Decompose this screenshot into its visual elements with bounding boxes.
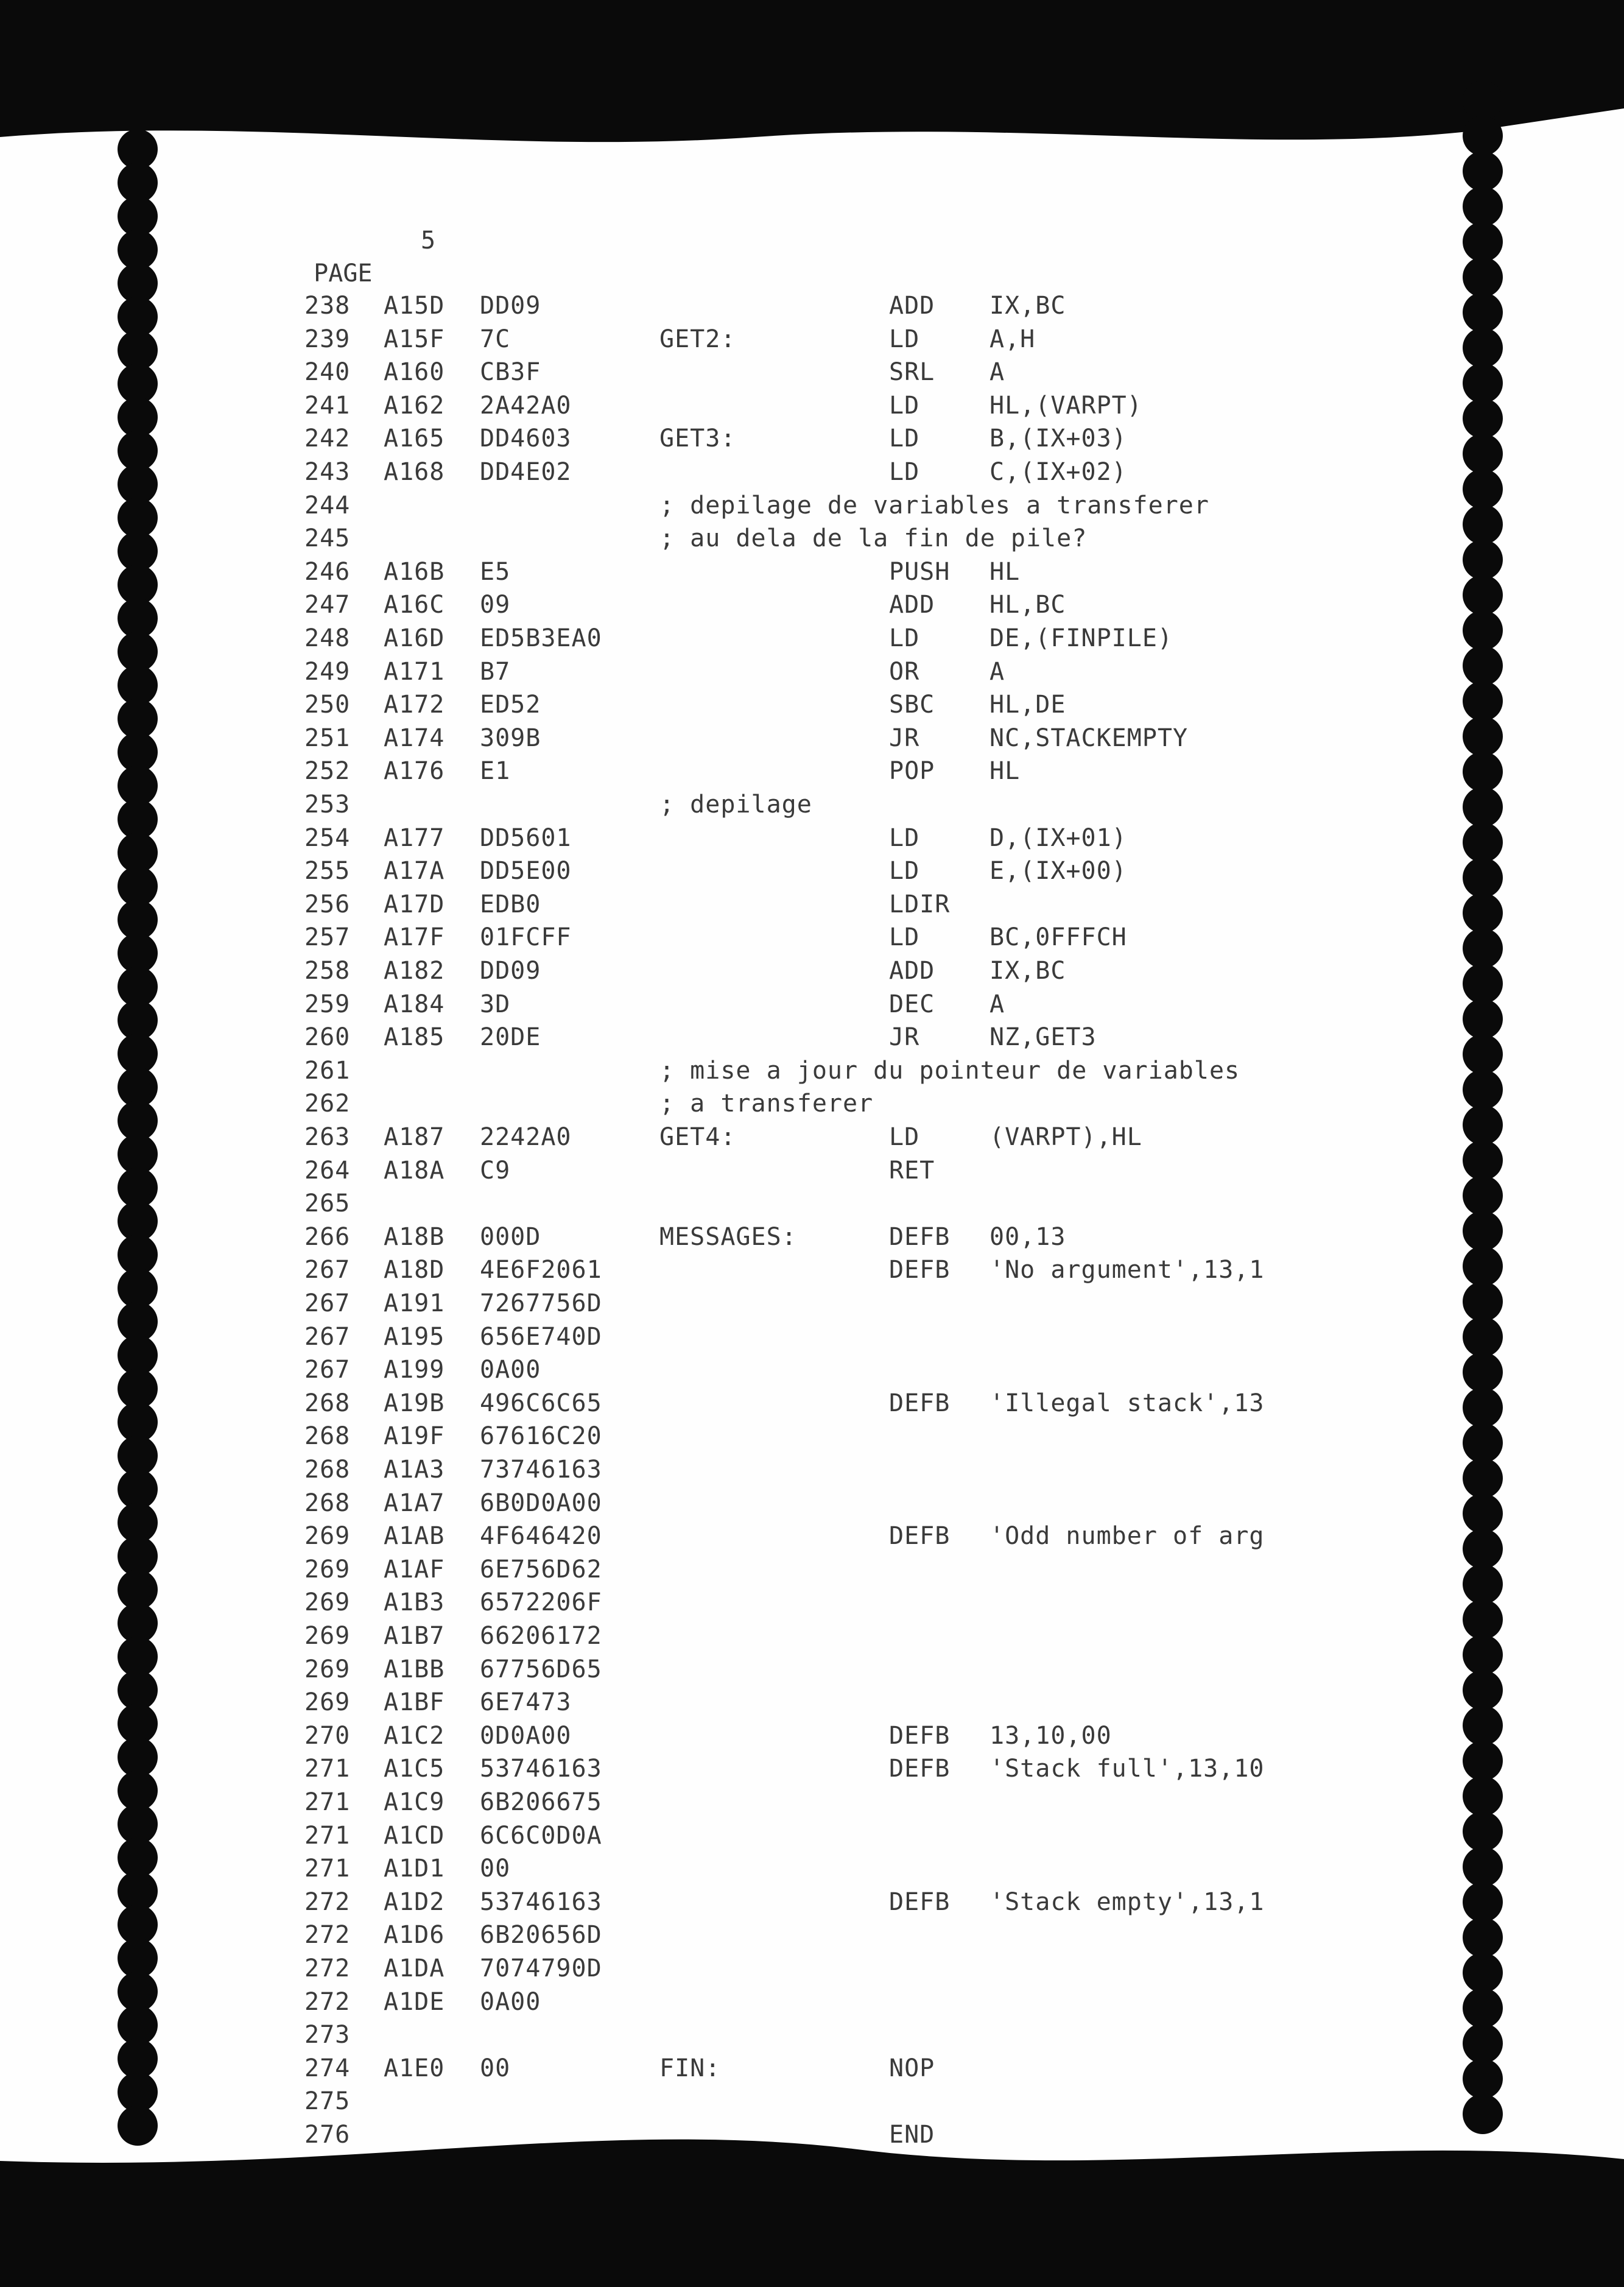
- listing-line: [0, 1786, 1461, 1819]
- operand: B,(IX+03): [990, 425, 1127, 453]
- address: A177: [384, 823, 445, 852]
- object-code: CB3F: [480, 358, 541, 387]
- listing-line: [0, 489, 1461, 522]
- listing-line: [0, 988, 1461, 1021]
- line-number: 246: [304, 557, 351, 586]
- listing-line: [0, 289, 1461, 322]
- address: A195: [384, 1322, 445, 1351]
- comment: ; au dela de la fin de pile?: [659, 524, 1088, 553]
- line-number: 261: [304, 1056, 351, 1085]
- object-code: 53746163: [480, 1755, 602, 1783]
- label: GET4:: [659, 1123, 736, 1151]
- address: A199: [384, 1356, 445, 1384]
- mnemonic: DEFB: [889, 1721, 951, 1750]
- line-number: 254: [304, 823, 351, 852]
- line-number: 267: [304, 1289, 351, 1317]
- operand: IX,BC: [990, 292, 1066, 320]
- address: A1A7: [384, 1489, 445, 1517]
- address: A18A: [384, 1156, 445, 1185]
- address: A1BF: [384, 1688, 445, 1717]
- object-code: B7: [480, 657, 511, 686]
- line-number: 274: [304, 2054, 351, 2082]
- listing-line: [0, 1487, 1461, 1520]
- object-code: 73746163: [480, 1456, 602, 1484]
- mnemonic: LD: [889, 325, 920, 353]
- operand: 'Stack full',13,10: [990, 1755, 1265, 1783]
- line-number: 268: [304, 1489, 351, 1517]
- line-number: 269: [304, 1588, 351, 1617]
- listing-line: [0, 1353, 1461, 1386]
- mnemonic: SRL: [889, 358, 935, 387]
- address: A1DA: [384, 1954, 445, 1982]
- mnemonic: DEFB: [889, 1256, 951, 1284]
- mnemonic: DEFB: [889, 1755, 951, 1783]
- label: GET3:: [659, 425, 736, 453]
- listing-line: [0, 422, 1461, 455]
- mnemonic: ADD: [889, 957, 935, 985]
- line-number: 276: [304, 2121, 351, 2149]
- object-code: 00: [480, 1855, 511, 1883]
- line-number: 247: [304, 591, 351, 619]
- address: A1B3: [384, 1588, 445, 1617]
- mnemonic: DEC: [889, 990, 935, 1018]
- operand: D,(IX+01): [990, 823, 1127, 852]
- page-number: 5: [421, 227, 436, 255]
- line-number: 251: [304, 724, 351, 752]
- listing-line: [0, 1387, 1461, 1420]
- operand: HL,DE: [990, 691, 1066, 719]
- line-number: 267: [304, 1256, 351, 1284]
- object-code: 67616C20: [480, 1422, 602, 1451]
- listing-line: [0, 1553, 1461, 1586]
- object-code: 4E6F2061: [480, 1256, 602, 1284]
- listing-line: [0, 954, 1461, 987]
- operand: A: [990, 990, 1005, 1018]
- object-code: DD09: [480, 292, 541, 320]
- address: A17F: [384, 923, 445, 952]
- listing-line: [0, 1686, 1461, 1719]
- line-number: 272: [304, 1987, 351, 2016]
- operand: HL,(VARPT): [990, 391, 1142, 420]
- line-number: 243: [304, 458, 351, 486]
- line-number: 252: [304, 757, 351, 786]
- operand: A,H: [990, 325, 1036, 353]
- operand: 'Stack empty',13,1: [990, 1887, 1265, 1916]
- line-number: 263: [304, 1123, 351, 1151]
- line-number: 268: [304, 1456, 351, 1484]
- listing-line: [0, 1253, 1461, 1286]
- mnemonic: LD: [889, 391, 920, 420]
- address: A18B: [384, 1222, 445, 1251]
- address: A187: [384, 1123, 445, 1151]
- object-code: 000D: [480, 1222, 541, 1251]
- line-number: 268: [304, 1389, 351, 1417]
- listing-line: [0, 1054, 1461, 1087]
- object-code: DD09: [480, 957, 541, 985]
- object-code: 6572206F: [480, 1588, 602, 1617]
- object-code: 2242A0: [480, 1123, 572, 1151]
- comment: ; mise a jour du pointeur de variables: [659, 1056, 1240, 1085]
- listing-line: [0, 1320, 1461, 1353]
- object-code: 01FCFF: [480, 923, 572, 952]
- mnemonic: LD: [889, 857, 920, 886]
- line-number: 257: [304, 923, 351, 952]
- line-number: 253: [304, 791, 351, 819]
- line-number: 272: [304, 1887, 351, 1916]
- operand: 13,10,00: [990, 1721, 1112, 1750]
- address: A15F: [384, 325, 445, 353]
- object-code: DD5601: [480, 823, 572, 852]
- object-code: DD5E00: [480, 857, 572, 886]
- address: A1D2: [384, 1887, 445, 1916]
- address: A172: [384, 691, 445, 719]
- address: A1A3: [384, 1456, 445, 1484]
- operand: (VARPT),HL: [990, 1123, 1142, 1151]
- mnemonic: LD: [889, 425, 920, 453]
- object-code: 7267756D: [480, 1289, 602, 1317]
- operand: E,(IX+00): [990, 857, 1127, 886]
- line-number: 255: [304, 857, 351, 886]
- listing-line: [0, 456, 1461, 488]
- object-code: 7C: [480, 325, 511, 353]
- address: A1AB: [384, 1522, 445, 1551]
- object-code: 20DE: [480, 1023, 541, 1052]
- listing-line: [0, 1121, 1461, 1154]
- line-number: 258: [304, 957, 351, 985]
- line-number: 271: [304, 1755, 351, 1783]
- line-number: 273: [304, 2021, 351, 2049]
- line-number: 275: [304, 2087, 351, 2116]
- object-code: DD4603: [480, 425, 572, 453]
- address: A1C2: [384, 1721, 445, 1750]
- address: A1C5: [384, 1755, 445, 1783]
- listing-line: [0, 522, 1461, 555]
- label: GET2:: [659, 325, 736, 353]
- listing-line: [0, 1619, 1461, 1652]
- line-number: 266: [304, 1222, 351, 1251]
- line-number: 244: [304, 491, 351, 520]
- listing-line: [0, 2118, 1461, 2151]
- operand: A: [990, 358, 1005, 387]
- comment: ; depilage: [659, 791, 812, 819]
- object-code: 53746163: [480, 1887, 602, 1916]
- listing-line: [0, 389, 1461, 422]
- line-number: 239: [304, 325, 351, 353]
- object-code: 6B20656D: [480, 1921, 602, 1950]
- mnemonic: JR: [889, 724, 920, 752]
- operand: HL,BC: [990, 591, 1066, 619]
- operand: 00,13: [990, 1222, 1066, 1251]
- address: A1D1: [384, 1855, 445, 1883]
- mnemonic: NOP: [889, 2054, 935, 2082]
- mnemonic: DEFB: [889, 1389, 951, 1417]
- operand: HL: [990, 557, 1021, 586]
- address: A162: [384, 391, 445, 420]
- object-code: ED52: [480, 691, 541, 719]
- listing-line: [0, 1852, 1461, 1885]
- line-number: 271: [304, 1788, 351, 1816]
- address: A1B7: [384, 1622, 445, 1650]
- listing-line: [0, 1719, 1461, 1752]
- object-code: 6C6C0D0A: [480, 1821, 602, 1850]
- listing-line: [0, 688, 1461, 721]
- mnemonic: END: [889, 2121, 935, 2149]
- object-code: 656E740D: [480, 1322, 602, 1351]
- mnemonic: LD: [889, 923, 920, 952]
- line-number: 271: [304, 1821, 351, 1850]
- object-code: 09: [480, 591, 511, 619]
- line-number: 269: [304, 1522, 351, 1551]
- mnemonic: SBC: [889, 691, 935, 719]
- mnemonic: LD: [889, 624, 920, 652]
- address: A1E0: [384, 2054, 445, 2082]
- address: A168: [384, 458, 445, 486]
- object-code: C9: [480, 1156, 511, 1185]
- listing-line: [0, 888, 1461, 921]
- operand: NZ,GET3: [990, 1023, 1097, 1052]
- listing-line: [0, 2052, 1461, 2085]
- line-number: 269: [304, 1655, 351, 1683]
- mnemonic: RET: [889, 1156, 935, 1185]
- listing-line: [0, 1586, 1461, 1619]
- line-number: 269: [304, 1688, 351, 1717]
- listing-line: [0, 555, 1461, 588]
- address: A184: [384, 990, 445, 1018]
- address: A174: [384, 724, 445, 752]
- line-number: 242: [304, 425, 351, 453]
- listing-line: [0, 1986, 1461, 2018]
- listing-line: [0, 655, 1461, 688]
- object-code: E1: [480, 757, 511, 786]
- line-number: 267: [304, 1322, 351, 1351]
- object-code: 7074790D: [480, 1954, 602, 1982]
- listing-line: [0, 1752, 1461, 1785]
- listing-line: [0, 1187, 1461, 1220]
- listing-line: [0, 1287, 1461, 1320]
- listing-line: [0, 921, 1461, 954]
- mnemonic: PUSH: [889, 557, 951, 586]
- listing-line: [0, 788, 1461, 821]
- object-code: 00: [480, 2054, 511, 2082]
- address: A17D: [384, 890, 445, 918]
- listing-line: [0, 1952, 1461, 1985]
- address: A185: [384, 1023, 445, 1052]
- object-code: 2A42A0: [480, 391, 572, 420]
- line-number: 248: [304, 624, 351, 652]
- object-code: 0D0A00: [480, 1721, 572, 1750]
- object-code: EDB0: [480, 890, 541, 918]
- object-code: 309B: [480, 724, 541, 752]
- listing-line: [0, 1453, 1461, 1486]
- operand: 'No argument',13,1: [990, 1256, 1265, 1284]
- address: A165: [384, 425, 445, 453]
- line-number: 260: [304, 1023, 351, 1052]
- line-number: 264: [304, 1156, 351, 1185]
- address: A1CD: [384, 1821, 445, 1850]
- object-code: 67756D65: [480, 1655, 602, 1683]
- line-number: 262: [304, 1090, 351, 1118]
- line-number: 240: [304, 358, 351, 387]
- listing-line: [0, 755, 1461, 788]
- listing-line: [0, 356, 1461, 389]
- mnemonic: POP: [889, 757, 935, 786]
- operand: 'Odd number of arg: [990, 1522, 1265, 1551]
- line-number: 269: [304, 1555, 351, 1584]
- listing-line: [0, 2085, 1461, 2118]
- line-number: 269: [304, 1622, 351, 1650]
- mnemonic: DEFB: [889, 1887, 951, 1916]
- listing-line: [0, 1087, 1461, 1120]
- address: A176: [384, 757, 445, 786]
- mnemonic: DEFB: [889, 1522, 951, 1551]
- operand: NC,STACKEMPTY: [990, 724, 1189, 752]
- object-code: 0A00: [480, 1356, 541, 1384]
- page-label: PAGE: [314, 259, 373, 287]
- operand: BC,0FFFCH: [990, 923, 1127, 952]
- mnemonic: JR: [889, 1023, 920, 1052]
- operand: 'Illegal stack',13: [990, 1389, 1265, 1417]
- line-number: 245: [304, 524, 351, 553]
- listing-line: [0, 1154, 1461, 1187]
- listing-line: [0, 1520, 1461, 1552]
- line-number: 259: [304, 990, 351, 1018]
- listing-line: [0, 1653, 1461, 1686]
- line-number: 250: [304, 691, 351, 719]
- listing-line: [0, 1221, 1461, 1253]
- address: A1C9: [384, 1788, 445, 1816]
- listing-line: [0, 1919, 1461, 1951]
- comment: ; depilage de variables a transferer: [659, 491, 1209, 520]
- address: A16B: [384, 557, 445, 586]
- listing-line: [0, 1819, 1461, 1852]
- operand: HL: [990, 757, 1021, 786]
- operand: C,(IX+02): [990, 458, 1127, 486]
- label: MESSAGES:: [659, 1222, 797, 1251]
- listing-line: [0, 1886, 1461, 1919]
- object-code: DD4E02: [480, 458, 572, 486]
- operand: A: [990, 657, 1005, 686]
- line-number: 270: [304, 1721, 351, 1750]
- line-number: 272: [304, 1921, 351, 1950]
- object-code: 4F646420: [480, 1522, 602, 1551]
- object-code: 6E7473: [480, 1688, 572, 1717]
- listing-line: [0, 722, 1461, 755]
- mnemonic: ADD: [889, 591, 935, 619]
- comment: ; a transferer: [659, 1090, 874, 1118]
- address: A16C: [384, 591, 445, 619]
- line-number: 272: [304, 1954, 351, 1982]
- object-code: 6B206675: [480, 1788, 602, 1816]
- mnemonic: DEFB: [889, 1222, 951, 1251]
- address: A19F: [384, 1422, 445, 1451]
- mnemonic: OR: [889, 657, 920, 686]
- address: A182: [384, 957, 445, 985]
- line-number: 268: [304, 1422, 351, 1451]
- address: A171: [384, 657, 445, 686]
- address: A1D6: [384, 1921, 445, 1950]
- address: A17A: [384, 857, 445, 886]
- object-code: E5: [480, 557, 511, 586]
- line-number: 271: [304, 1855, 351, 1883]
- object-code: 3D: [480, 990, 511, 1018]
- line-number: 241: [304, 391, 351, 420]
- line-number: 256: [304, 890, 351, 918]
- operand: DE,(FINPILE): [990, 624, 1173, 652]
- mnemonic: LDIR: [889, 890, 951, 918]
- listing-line: [0, 323, 1461, 356]
- object-code: 66206172: [480, 1622, 602, 1650]
- address: A19B: [384, 1389, 445, 1417]
- line-number: 249: [304, 657, 351, 686]
- address: A16D: [384, 624, 445, 652]
- object-code: 6B0D0A00: [480, 1489, 602, 1517]
- address: A1BB: [384, 1655, 445, 1683]
- address: A1AF: [384, 1555, 445, 1584]
- address: A160: [384, 358, 445, 387]
- mnemonic: LD: [889, 823, 920, 852]
- object-code: 0A00: [480, 1987, 541, 2016]
- label: FIN:: [659, 2054, 721, 2082]
- object-code: 496C6C65: [480, 1389, 602, 1417]
- mnemonic: ADD: [889, 292, 935, 320]
- listing-line: [0, 2018, 1461, 2051]
- mnemonic: LD: [889, 458, 920, 486]
- address: A191: [384, 1289, 445, 1317]
- object-code: ED5B3EA0: [480, 624, 602, 652]
- address: A18D: [384, 1256, 445, 1284]
- listing-line: [0, 855, 1461, 887]
- listing-line: [0, 1420, 1461, 1453]
- listing-line: [0, 1021, 1461, 1054]
- mnemonic: LD: [889, 1123, 920, 1151]
- line-number: 238: [304, 292, 351, 320]
- listing-line: [0, 588, 1461, 621]
- operand: IX,BC: [990, 957, 1066, 985]
- listing-line: [0, 822, 1461, 855]
- listing-line: [0, 622, 1461, 655]
- line-number: 267: [304, 1356, 351, 1384]
- object-code: 6E756D62: [480, 1555, 602, 1584]
- address: A1DE: [384, 1987, 445, 2016]
- line-number: 265: [304, 1189, 351, 1218]
- address: A15D: [384, 292, 445, 320]
